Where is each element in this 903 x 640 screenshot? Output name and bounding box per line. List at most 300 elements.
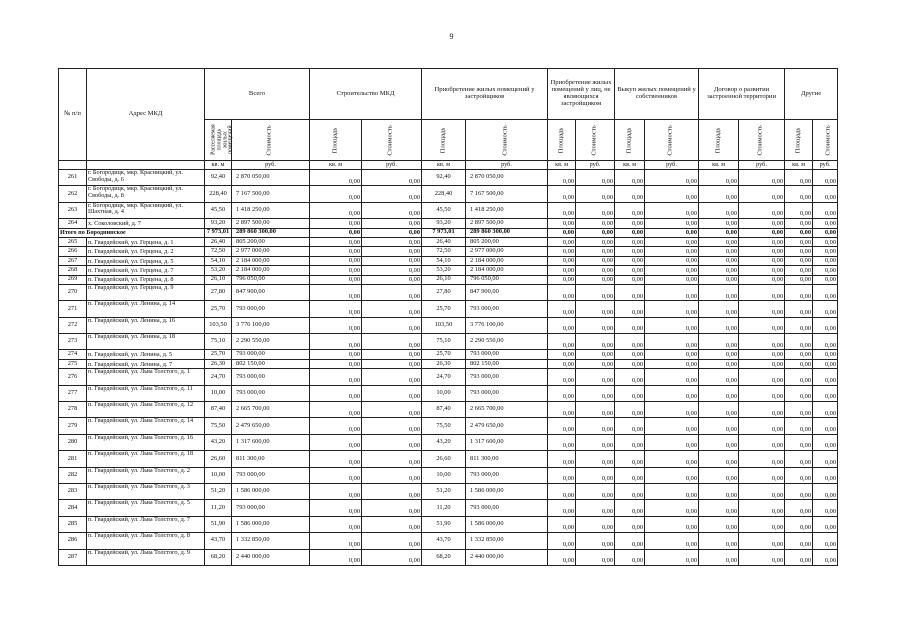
buyout-cost: 0,00 xyxy=(645,369,699,385)
row-number: 266 xyxy=(59,247,87,256)
acq-other-area: 0,00 xyxy=(548,467,576,483)
acq-dev-area: 87,40 xyxy=(422,402,466,418)
acq-dev-cost: 1 317 600,00 xyxy=(466,434,548,450)
contract-area: 0,00 xyxy=(699,369,739,385)
subheader-cost xyxy=(466,120,548,161)
contract-cost: 0,00 xyxy=(739,202,785,218)
acq-other-area: 0,00 xyxy=(548,256,576,265)
acq-dev-cost: 2 897 500,00 xyxy=(466,219,548,228)
contract-cost: 0,00 xyxy=(739,549,785,565)
subheader-cost-text: Стоимость xyxy=(667,124,675,156)
row-number: 283 xyxy=(59,483,87,499)
contract-cost: 0,00 xyxy=(739,385,785,401)
address-cell: п. Гвардейский, ул. Герцена, д. 7 xyxy=(87,266,205,275)
row-number: 272 xyxy=(59,317,87,333)
acq-other-area: 0,00 xyxy=(548,170,576,186)
address-cell: п. Гвардейский, ул. Ленина, д. 16 xyxy=(87,317,205,333)
table-row xyxy=(59,266,838,275)
acq-other-cost: 0,00 xyxy=(576,483,615,499)
buyout-cost: 0,00 xyxy=(645,170,699,186)
address-cell: п. Гвардейский, ул. Льва Толстого, д. 9 xyxy=(87,549,205,565)
subheader-area xyxy=(548,120,576,161)
other-cost: 0,00 xyxy=(813,301,838,317)
buyout-area: 0,00 xyxy=(615,284,645,300)
total-area: 72,50 xyxy=(205,247,232,256)
other-area: 0,00 xyxy=(785,266,813,275)
contract-cost: 0,00 xyxy=(739,483,785,499)
buyout-area: 0,00 xyxy=(615,451,645,467)
build-area: 0,00 xyxy=(310,549,362,565)
acq-other-area: 0,00 xyxy=(548,202,576,218)
total-cost: 2 184 000,00 xyxy=(232,266,310,275)
row-number: 278 xyxy=(59,402,87,418)
total-cost: 847 900,00 xyxy=(232,284,310,300)
acq-other-area: 0,00 xyxy=(548,237,576,246)
contract-cost: 0,00 xyxy=(739,350,785,359)
total-area: 43,20 xyxy=(205,434,232,450)
buyout-area: 0,00 xyxy=(615,359,645,368)
total-cost: 1 586 000,00 xyxy=(232,483,310,499)
total-cost: 793 000,00 xyxy=(232,500,310,516)
total-area: 103,50 xyxy=(205,317,232,333)
buyout-cost: 0,00 xyxy=(645,500,699,516)
subheader-area xyxy=(785,120,813,161)
unit-rub: руб. xyxy=(813,161,838,170)
build-cost: 0,00 xyxy=(362,467,422,483)
address-cell: п. Гвардейский, ул. Льва Толстого, д. 8 xyxy=(87,533,205,549)
build-area: 0,00 xyxy=(310,500,362,516)
acq-dev-area: 92,40 xyxy=(422,170,466,186)
table-row xyxy=(59,202,838,218)
row-number: 265 xyxy=(59,237,87,246)
contract-cost: 0,00 xyxy=(739,334,785,350)
acq-other-area: 0,00 xyxy=(548,247,576,256)
acq-other-area: 0,00 xyxy=(548,186,576,202)
total-area: 26,60 xyxy=(205,451,232,467)
unit-area: кв. м xyxy=(548,161,576,170)
contract-cost: 0,00 xyxy=(739,418,785,434)
row-number: 270 xyxy=(59,284,87,300)
buyout-area: 0,00 xyxy=(615,516,645,532)
acq-other-cost: 0,00 xyxy=(576,186,615,202)
total-area: 51,20 xyxy=(205,483,232,499)
buyout-area: 0,00 xyxy=(615,418,645,434)
buyout-area: 0,00 xyxy=(615,317,645,333)
acq-other-area: 0,00 xyxy=(548,369,576,385)
address-cell: п. Гвардейский, ул. Герцена, д. 1 xyxy=(87,237,205,246)
total-cost: 2 290 550,00 xyxy=(232,334,310,350)
acq-other-area: 0,00 xyxy=(548,301,576,317)
row-number: 287 xyxy=(59,549,87,565)
address-cell: п. Гвардейский, ул. Льва Толстого, д. 3 xyxy=(87,483,205,499)
buyout-area: 0,00 xyxy=(615,334,645,350)
address-cell: п. Гвардейский, ул. Герцена, д. 9 xyxy=(87,284,205,300)
buyout-cost: 0,00 xyxy=(645,350,699,359)
buyout-area: 0,00 xyxy=(615,385,645,401)
address-cell: п. Гвардейский, ул. Ленина, д. 7 xyxy=(87,359,205,368)
acq-dev-cost: 7 167 500,00 xyxy=(466,186,548,202)
build-area: 0,00 xyxy=(310,256,362,265)
subheader-area-full-text: Расселяемая площадь жилых помещений xyxy=(210,124,234,156)
total-cost: 2 479 650,00 xyxy=(232,418,310,434)
buyout-cost: 0,00 xyxy=(645,483,699,499)
contract-area: 0,00 xyxy=(699,516,739,532)
unit-rub: руб. xyxy=(466,161,548,170)
unit-area: кв. м xyxy=(699,161,739,170)
build-area: 0,00 xyxy=(310,467,362,483)
address-cell: п. Гвардейский, ул. Льва Толстого, д. 11 xyxy=(87,385,205,401)
other-cost: 0,00 xyxy=(813,385,838,401)
build-area: 0,00 xyxy=(310,301,362,317)
table-row xyxy=(59,350,838,359)
build-area: 0,00 xyxy=(310,418,362,434)
other-area: 0,00 xyxy=(785,350,813,359)
address-cell: п. Гвардейский, ул. Герцена, д. 2 xyxy=(87,247,205,256)
contract-cost: 0,00 xyxy=(739,284,785,300)
acq-dev-area: 72,50 xyxy=(422,247,466,256)
acq-other-cost: 0,00 xyxy=(576,500,615,516)
other-area: 0,00 xyxy=(785,500,813,516)
other-cost: 0,00 xyxy=(813,549,838,565)
other-area: 0,00 xyxy=(785,451,813,467)
other-cost: 0,00 xyxy=(813,369,838,385)
acq-dev-area: 10,00 xyxy=(422,385,466,401)
contract-area: 0,00 xyxy=(699,317,739,333)
contract-area: 0,00 xyxy=(699,284,739,300)
acq-dev-cost: 289 860 300,00 xyxy=(466,228,548,237)
build-area: 0,00 xyxy=(310,483,362,499)
acq-other-cost: 0,00 xyxy=(576,533,615,549)
build-cost: 0,00 xyxy=(362,483,422,499)
total-cost: 2 897 500,00 xyxy=(232,219,310,228)
row-number: 273 xyxy=(59,334,87,350)
contract-cost: 0,00 xyxy=(739,500,785,516)
table-row xyxy=(59,247,838,256)
row-number: 281 xyxy=(59,451,87,467)
build-cost: 0,00 xyxy=(362,369,422,385)
contract-cost: 0,00 xyxy=(739,228,785,237)
acq-dev-cost: 2 977 000,00 xyxy=(466,247,548,256)
acq-other-cost: 0,00 xyxy=(576,467,615,483)
acq-other-area: 0,00 xyxy=(548,451,576,467)
contract-area: 0,00 xyxy=(699,467,739,483)
header-buyout: Выкуп жилых помещений у собственников xyxy=(615,69,699,120)
acq-other-area: 0,00 xyxy=(548,533,576,549)
buyout-cost: 0,00 xyxy=(645,434,699,450)
acq-dev-area: 45,50 xyxy=(422,202,466,218)
acq-other-area: 0,00 xyxy=(548,418,576,434)
total-cost: 2 977 000,00 xyxy=(232,247,310,256)
acq-other-area: 0,00 xyxy=(548,334,576,350)
other-cost: 0,00 xyxy=(813,402,838,418)
contract-area: 0,00 xyxy=(699,533,739,549)
row-number: 269 xyxy=(59,275,87,284)
address-cell: г. Богородицк, мкр. Красницкий, ул. Свободы, д. 6 xyxy=(87,170,205,186)
other-cost: 0,00 xyxy=(813,533,838,549)
total-cost: 805 200,00 xyxy=(232,237,310,246)
contract-area: 0,00 xyxy=(699,247,739,256)
build-area: 0,00 xyxy=(310,219,362,228)
total-area: 75,50 xyxy=(205,418,232,434)
acq-dev-cost: 2 870 050,00 xyxy=(466,170,548,186)
acq-dev-area: 53,20 xyxy=(422,266,466,275)
unit-rub: руб. xyxy=(576,161,615,170)
acq-dev-area: 26,40 xyxy=(422,237,466,246)
acq-other-cost: 0,00 xyxy=(576,266,615,275)
build-cost: 0,00 xyxy=(362,202,422,218)
other-cost: 0,00 xyxy=(813,434,838,450)
contract-area: 0,00 xyxy=(699,418,739,434)
buyout-cost: 0,00 xyxy=(645,549,699,565)
build-cost: 0,00 xyxy=(362,284,422,300)
buyout-cost: 0,00 xyxy=(645,317,699,333)
subheader-area-text: Площадь xyxy=(625,127,633,153)
acq-dev-area: 25,70 xyxy=(422,301,466,317)
total-cost: 796 050,00 xyxy=(232,275,310,284)
buyout-cost: 0,00 xyxy=(645,275,699,284)
build-cost: 0,00 xyxy=(362,186,422,202)
total-cost: 793 000,00 xyxy=(232,385,310,401)
subheader-cost xyxy=(232,120,310,161)
total-area: 25,70 xyxy=(205,301,232,317)
subheader-area-full xyxy=(205,120,232,161)
contract-area: 0,00 xyxy=(699,434,739,450)
table-row xyxy=(59,516,838,532)
buyout-area: 0,00 xyxy=(615,533,645,549)
other-area: 0,00 xyxy=(785,186,813,202)
buyout-area: 0,00 xyxy=(615,170,645,186)
total-label: Итого по Бороднинское xyxy=(59,228,205,237)
contract-cost: 0,00 xyxy=(739,434,785,450)
total-cost: 1 418 250,00 xyxy=(232,202,310,218)
acq-other-cost: 0,00 xyxy=(576,350,615,359)
address-cell: п. Гвардейский, ул. Льва Толстого, д. 5 xyxy=(87,500,205,516)
build-area: 0,00 xyxy=(310,317,362,333)
other-area: 0,00 xyxy=(785,256,813,265)
total-area: 68,20 xyxy=(205,549,232,565)
table-body xyxy=(59,170,838,566)
contract-area: 0,00 xyxy=(699,350,739,359)
total-area: 75,10 xyxy=(205,334,232,350)
unit-area: кв. м xyxy=(205,161,232,170)
acq-dev-cost: 793 000,00 xyxy=(466,350,548,359)
build-cost: 0,00 xyxy=(362,402,422,418)
subheader-cost xyxy=(576,120,615,161)
acq-dev-cost: 793 000,00 xyxy=(466,385,548,401)
acq-dev-area: 93,20 xyxy=(422,219,466,228)
total-cost: 1 332 850,00 xyxy=(232,533,310,549)
table-row xyxy=(59,186,838,202)
build-area: 0,00 xyxy=(310,228,362,237)
other-cost: 0,00 xyxy=(813,500,838,516)
contract-area: 0,00 xyxy=(699,275,739,284)
address-cell: п. Гвардейский, ул. Герцена, д. 5 xyxy=(87,256,205,265)
row-number: 275 xyxy=(59,359,87,368)
total-cost: 1 586 000,00 xyxy=(232,516,310,532)
address-cell: п. Гвардейский, ул. Льва Толстого, д. 2 xyxy=(87,467,205,483)
total-area: 26,40 xyxy=(205,237,232,246)
build-area: 0,00 xyxy=(310,533,362,549)
row-number: 282 xyxy=(59,467,87,483)
total-cost: 3 776 100,00 xyxy=(232,317,310,333)
other-area: 0,00 xyxy=(785,467,813,483)
acq-other-cost: 0,00 xyxy=(576,275,615,284)
build-cost: 0,00 xyxy=(362,301,422,317)
total-area: 87,40 xyxy=(205,402,232,418)
acq-dev-area: 10,00 xyxy=(422,467,466,483)
header-num: № п/п xyxy=(59,69,87,161)
acq-dev-cost: 793 000,00 xyxy=(466,467,548,483)
total-area: 53,20 xyxy=(205,266,232,275)
build-area: 0,00 xyxy=(310,385,362,401)
build-cost: 0,00 xyxy=(362,359,422,368)
acq-other-cost: 0,00 xyxy=(576,237,615,246)
acq-other-area: 0,00 xyxy=(548,350,576,359)
other-area: 0,00 xyxy=(785,275,813,284)
other-cost: 0,00 xyxy=(813,266,838,275)
acq-dev-area: 51,90 xyxy=(422,516,466,532)
buyout-area: 0,00 xyxy=(615,483,645,499)
buyout-cost: 0,00 xyxy=(645,228,699,237)
subheader-area-text: Площадь xyxy=(557,127,565,153)
acq-dev-cost: 2 440 000,00 xyxy=(466,549,548,565)
total-cost: 2 440 000,00 xyxy=(232,549,310,565)
subheader-area-text: Площадь xyxy=(794,127,802,153)
acq-dev-cost: 847 900,00 xyxy=(466,284,548,300)
header-acq-dev: Приобретение жилых помещений у застройщиков xyxy=(422,69,548,120)
build-cost: 0,00 xyxy=(362,451,422,467)
build-area: 0,00 xyxy=(310,334,362,350)
total-cost: 2 184 000,00 xyxy=(232,256,310,265)
other-area: 0,00 xyxy=(785,301,813,317)
subheader-cost-text: Стоимость xyxy=(502,124,510,156)
total-area: 43,70 xyxy=(205,533,232,549)
other-cost: 0,00 xyxy=(813,247,838,256)
build-cost: 0,00 xyxy=(362,549,422,565)
acq-dev-cost: 793 000,00 xyxy=(466,500,548,516)
other-area: 0,00 xyxy=(785,202,813,218)
address-cell: п. Гвардейский, ул. Ленина, д. 14 xyxy=(87,301,205,317)
other-cost: 0,00 xyxy=(813,350,838,359)
build-area: 0,00 xyxy=(310,516,362,532)
build-area: 0,00 xyxy=(310,247,362,256)
buyout-cost: 0,00 xyxy=(645,266,699,275)
header-contract: Договор о развитии застроенной территории xyxy=(699,69,785,120)
build-area: 0,00 xyxy=(310,170,362,186)
subheader-area-text: Площадь xyxy=(439,127,447,153)
total-area: 54,10 xyxy=(205,256,232,265)
row-number: 276 xyxy=(59,369,87,385)
total-area: 51,90 xyxy=(205,516,232,532)
contract-area: 0,00 xyxy=(699,202,739,218)
contract-area: 0,00 xyxy=(699,266,739,275)
row-number: 285 xyxy=(59,516,87,532)
total-cost: 793 000,00 xyxy=(232,301,310,317)
contract-area: 0,00 xyxy=(699,483,739,499)
acq-dev-area: 26,30 xyxy=(422,359,466,368)
build-area: 0,00 xyxy=(310,266,362,275)
total-area: 10,00 xyxy=(205,385,232,401)
table-row xyxy=(59,275,838,284)
unit-area: кв. м xyxy=(615,161,645,170)
other-area: 0,00 xyxy=(785,483,813,499)
total-row xyxy=(59,228,838,237)
total-area: 26,30 xyxy=(205,359,232,368)
total-area: 45,50 xyxy=(205,202,232,218)
other-cost: 0,00 xyxy=(813,483,838,499)
buyout-area: 0,00 xyxy=(615,237,645,246)
row-number: 274 xyxy=(59,350,87,359)
acq-other-cost: 0,00 xyxy=(576,359,615,368)
acq-other-cost: 0,00 xyxy=(576,170,615,186)
build-cost: 0,00 xyxy=(362,219,422,228)
contract-cost: 0,00 xyxy=(739,369,785,385)
acq-dev-cost: 811 300,00 xyxy=(466,451,548,467)
acq-dev-area: 24,70 xyxy=(422,369,466,385)
acq-dev-area: 25,70 xyxy=(422,350,466,359)
address-cell: п. Гвардейский, ул. Льва Толстого, д. 14 xyxy=(87,418,205,434)
subheader-cost xyxy=(362,120,422,161)
row-number: 262 xyxy=(59,186,87,202)
other-area: 0,00 xyxy=(785,334,813,350)
table-row xyxy=(59,500,838,516)
total-cost: 802 150,00 xyxy=(232,359,310,368)
total-cost: 7 167 500,00 xyxy=(232,186,310,202)
table-row xyxy=(59,170,838,186)
address-cell: п. Гвардейский, ул. Ленина, д. 5 xyxy=(87,350,205,359)
table-row xyxy=(59,237,838,246)
table-row xyxy=(59,301,838,317)
address-cell: г. Богородицк, мкр. Красницкий, ул. Свободы, д. 8 xyxy=(87,186,205,202)
build-cost: 0,00 xyxy=(362,228,422,237)
acq-dev-cost: 802 150,00 xyxy=(466,359,548,368)
row-number: 277 xyxy=(59,385,87,401)
acq-dev-cost: 2 184 000,00 xyxy=(466,266,548,275)
acq-other-area: 0,00 xyxy=(548,317,576,333)
subheader-cost-text: Стоимость xyxy=(757,124,765,156)
acq-dev-cost: 1 586 000,00 xyxy=(466,483,548,499)
acq-dev-cost: 1 332 850,00 xyxy=(466,533,548,549)
header-total: Всего xyxy=(205,69,310,120)
acq-dev-cost: 2 665 700,00 xyxy=(466,402,548,418)
build-cost: 0,00 xyxy=(362,418,422,434)
table-row xyxy=(59,334,838,350)
other-cost: 0,00 xyxy=(813,170,838,186)
address-cell: п. Гвардейский, ул. Льва Толстого, д. 12 xyxy=(87,402,205,418)
buyout-area: 0,00 xyxy=(615,266,645,275)
buyout-area: 0,00 xyxy=(615,275,645,284)
address-cell: п. Гвардейский, ул. Герцена, д. 8 xyxy=(87,275,205,284)
buyout-cost: 0,00 xyxy=(645,516,699,532)
total-cost: 289 860 300,00 xyxy=(232,228,310,237)
contract-area: 0,00 xyxy=(699,549,739,565)
acq-other-area: 0,00 xyxy=(548,500,576,516)
other-area: 0,00 xyxy=(785,434,813,450)
buyout-cost: 0,00 xyxy=(645,284,699,300)
buyout-area: 0,00 xyxy=(615,549,645,565)
build-area: 0,00 xyxy=(310,186,362,202)
subheader-area xyxy=(422,120,466,161)
address-cell: п. Гвардейский, ул. Льва Толстого, д. 18 xyxy=(87,451,205,467)
address-cell: х. Соколовский, д. 7 xyxy=(87,219,205,228)
address-cell: п. Гвардейский, ул. Льва Толстого, д. 7 xyxy=(87,516,205,532)
total-cost: 1 317 600,00 xyxy=(232,434,310,450)
contract-area: 0,00 xyxy=(699,500,739,516)
buyout-cost: 0,00 xyxy=(645,219,699,228)
other-cost: 0,00 xyxy=(813,186,838,202)
total-area: 26,10 xyxy=(205,275,232,284)
contract-cost: 0,00 xyxy=(739,186,785,202)
